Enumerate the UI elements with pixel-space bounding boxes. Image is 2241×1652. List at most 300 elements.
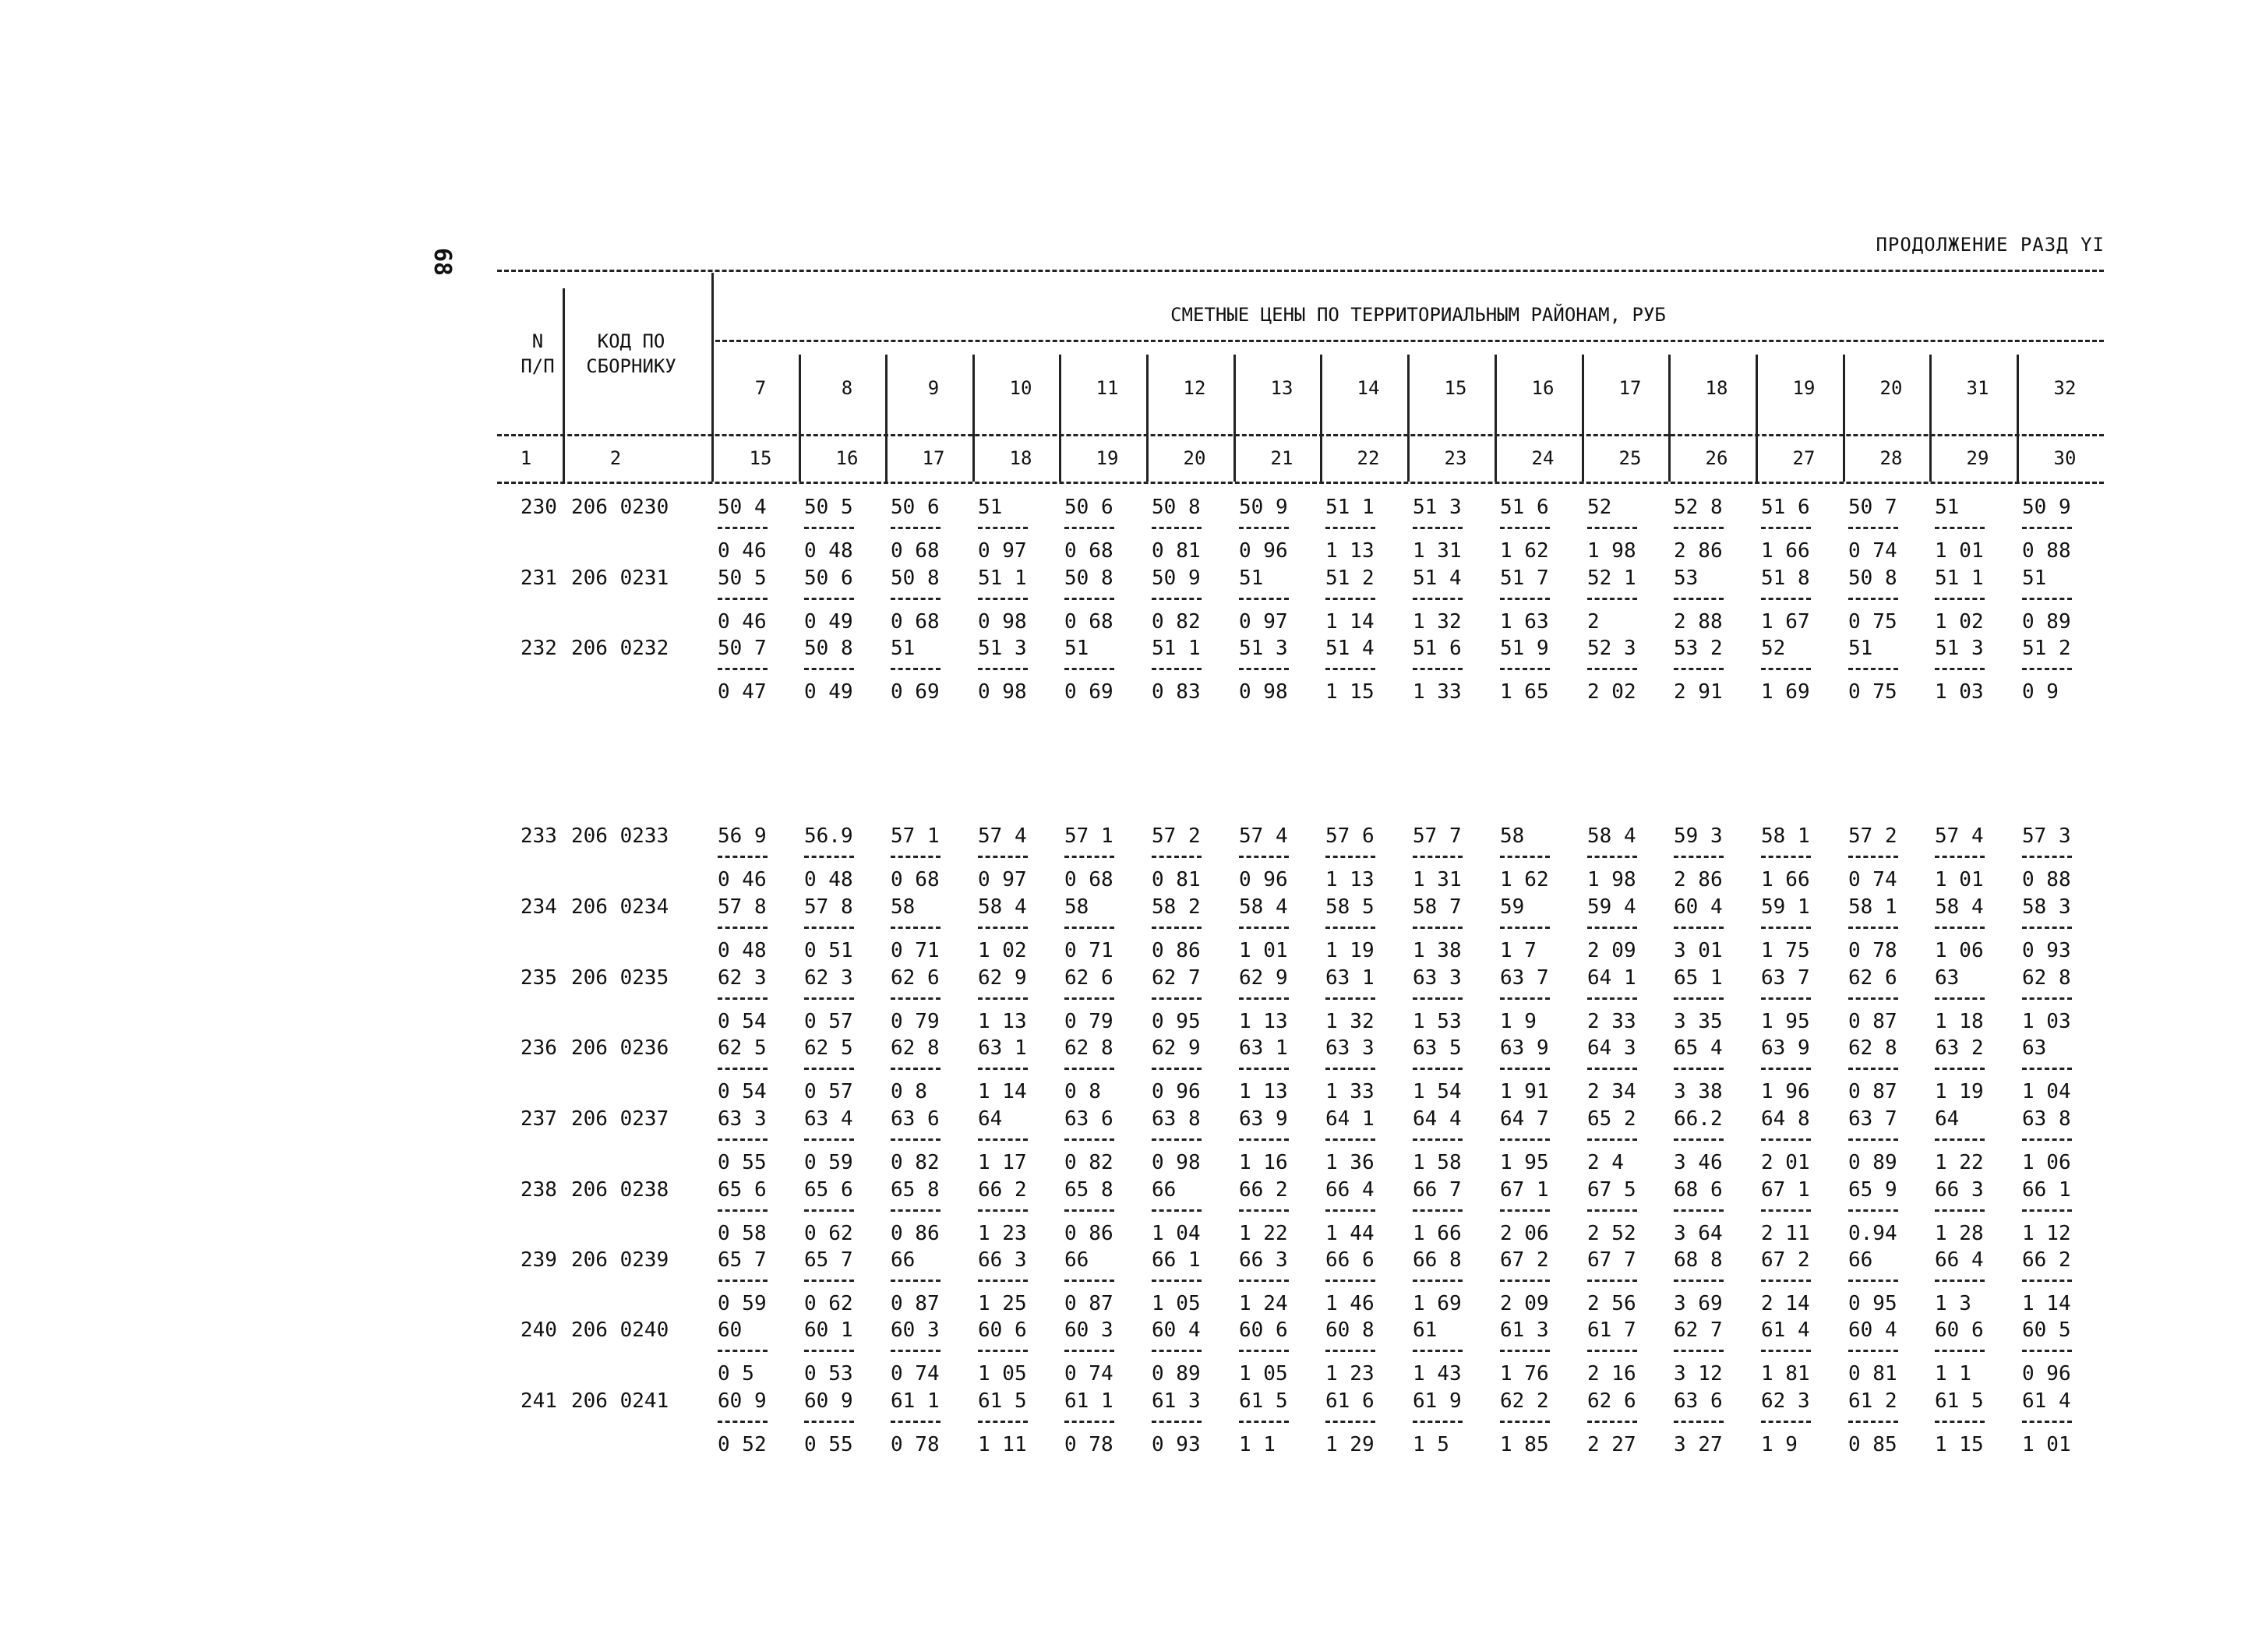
fraction-line	[978, 856, 1028, 858]
fraction-line	[1674, 1280, 1724, 1282]
price-component: 1 03	[1935, 680, 1984, 704]
header-separator	[711, 273, 714, 482]
price-component: 0 9	[2022, 680, 2059, 704]
price-component: 2 16	[1587, 1362, 1636, 1385]
price-component: 0 82	[1064, 1151, 1113, 1174]
price-component: 0 89	[1848, 1151, 1897, 1174]
fraction-line	[1935, 1209, 1985, 1212]
fraction-line	[718, 1209, 768, 1212]
price-value: 66 6	[1325, 1248, 1375, 1272]
price-component: 2 56	[1587, 1292, 1636, 1315]
price-value: 51	[978, 496, 1003, 519]
price-component: 1 85	[1500, 1433, 1549, 1456]
column-number: 1	[520, 447, 532, 469]
price-value: 60 3	[1064, 1318, 1113, 1342]
price-value: 56 9	[718, 824, 767, 848]
price-component: 1 13	[978, 1010, 1027, 1033]
price-component: 0 75	[1848, 610, 1897, 634]
row-code: 206 0240	[571, 1318, 669, 1342]
price-value: 61 9	[1413, 1389, 1462, 1413]
fraction-line	[804, 1421, 854, 1423]
price-value: 61 7	[1587, 1318, 1636, 1342]
fraction-line	[891, 856, 941, 858]
fraction-line	[1064, 1068, 1114, 1070]
price-component: 1 66	[1413, 1222, 1462, 1245]
price-value: 60 5	[2022, 1318, 2071, 1342]
row-number: 230	[521, 496, 557, 519]
price-component: 1 19	[1935, 1080, 1984, 1103]
region-number: 9	[927, 377, 940, 399]
price-component: 3 38	[1674, 1080, 1723, 1103]
fraction-line	[1587, 927, 1637, 929]
price-value: 61 1	[1064, 1389, 1113, 1413]
price-component: 0 74	[891, 1362, 940, 1385]
price-component: 0 97	[978, 539, 1027, 563]
price-component: 0 81	[1152, 539, 1201, 563]
fraction-line	[891, 1138, 941, 1141]
fraction-line	[718, 668, 768, 670]
price-component: 1 62	[1500, 539, 1549, 563]
fraction-line	[1064, 1280, 1114, 1282]
fraction-line	[1239, 1068, 1289, 1070]
price-component: 1 13	[1325, 868, 1375, 891]
price-value: 50 6	[891, 496, 940, 519]
page-number: 68	[429, 248, 456, 277]
price-value: 57 1	[1064, 824, 1113, 848]
region-number: 8	[841, 377, 853, 399]
price-value: 68 8	[1674, 1248, 1723, 1272]
row-code: 206 0235	[571, 966, 669, 990]
header-separator	[799, 355, 801, 482]
price-component: 0 58	[718, 1222, 767, 1245]
row-code: 206 0237	[571, 1107, 669, 1131]
price-value: 64 4	[1413, 1107, 1462, 1131]
price-component: 1 22	[1935, 1151, 1984, 1174]
price-value: 66 3	[978, 1248, 1027, 1272]
price-value: 63 7	[1500, 966, 1549, 990]
price-component: 1 04	[2022, 1080, 2071, 1103]
row-number: 233	[521, 824, 557, 848]
price-value: 53	[1674, 567, 1699, 590]
price-component: 1 9	[1761, 1433, 1798, 1456]
fraction-line	[2022, 527, 2072, 529]
fraction-line	[2022, 1209, 2072, 1212]
fraction-line	[1761, 527, 1811, 529]
price-component: 1 03	[2022, 1010, 2071, 1033]
price-component: 1 38	[1413, 939, 1462, 962]
column-number: 25	[1618, 447, 1642, 469]
row-code: 206 0233	[571, 824, 669, 848]
price-component: 0 88	[2022, 539, 2071, 563]
fraction-line	[1500, 1138, 1550, 1141]
price-component: 0 8	[891, 1080, 927, 1103]
fraction-line	[1325, 1350, 1375, 1352]
price-value: 56.9	[804, 824, 853, 848]
header-separator	[1843, 355, 1845, 482]
row-code: 206 0236	[571, 1036, 669, 1060]
fraction-line	[1152, 1209, 1202, 1212]
price-component: 1 65	[1500, 680, 1549, 704]
price-value: 64 1	[1325, 1107, 1375, 1131]
fraction-line	[804, 1068, 854, 1070]
price-component: 0 95	[1848, 1292, 1897, 1315]
row-code: 206 0238	[571, 1178, 669, 1202]
price-value: 51 1	[1152, 637, 1201, 660]
price-component: 2 34	[1587, 1080, 1636, 1103]
price-value: 59 1	[1761, 895, 1810, 919]
price-component: 0 8	[1064, 1080, 1101, 1103]
price-value: 65 8	[1064, 1178, 1113, 1202]
region-number: 16	[1531, 377, 1555, 399]
price-component: 0 86	[891, 1222, 940, 1245]
fraction-line	[1587, 1280, 1637, 1282]
price-component: 1 14	[1325, 610, 1375, 634]
price-value: 66 2	[2022, 1248, 2071, 1272]
price-value: 51	[1935, 496, 1960, 519]
fraction-line	[1152, 527, 1202, 529]
price-value: 66 7	[1413, 1178, 1462, 1202]
price-component: 1 01	[1239, 939, 1288, 962]
fraction-line	[1325, 1280, 1375, 1282]
fraction-line	[1674, 856, 1724, 858]
price-component: 1 66	[1761, 868, 1810, 891]
fraction-line	[1064, 1209, 1114, 1212]
fraction-line	[978, 668, 1028, 670]
fraction-line	[1413, 856, 1463, 858]
fraction-line	[1848, 1421, 1898, 1423]
fraction-line	[1587, 598, 1637, 600]
fraction-line	[1152, 856, 1202, 858]
price-component: 0 78	[1848, 939, 1897, 962]
fraction-line	[1152, 997, 1202, 1000]
price-component: 1 17	[978, 1151, 1027, 1174]
price-value: 63 6	[891, 1107, 940, 1131]
fraction-line	[1848, 1209, 1898, 1212]
price-value: 57 4	[978, 824, 1027, 848]
price-component: 0 46	[718, 539, 767, 563]
fraction-line	[1239, 997, 1289, 1000]
fraction-line	[2022, 1068, 2072, 1070]
fraction-line	[2022, 598, 2072, 600]
price-component: 2 02	[1587, 680, 1636, 704]
price-component: 0 51	[804, 939, 853, 962]
price-value: 57 2	[1848, 824, 1897, 848]
price-component: 0 96	[1152, 1080, 1201, 1103]
fraction-line	[891, 1280, 941, 1282]
column-number: 24	[1531, 447, 1555, 469]
fraction-line	[1935, 1421, 1985, 1423]
header-separator	[1756, 355, 1758, 482]
fraction-line	[1761, 1138, 1811, 1141]
fraction-line	[1325, 1068, 1375, 1070]
price-component: 1 24	[1239, 1292, 1288, 1315]
price-component: 0 87	[1848, 1010, 1897, 1033]
fraction-line	[1935, 1350, 1985, 1352]
price-component: 1 01	[1935, 539, 1984, 563]
fraction-line	[1239, 927, 1289, 929]
price-component: 1 32	[1413, 610, 1462, 634]
fraction-line	[804, 997, 854, 1000]
price-component: 1 44	[1325, 1222, 1375, 1245]
fraction-line	[1152, 927, 1202, 929]
price-value: 61 5	[1935, 1389, 1984, 1413]
fraction-line	[978, 927, 1028, 929]
price-component: 1 01	[2022, 1433, 2071, 1456]
fraction-line	[1848, 1350, 1898, 1352]
row-number: 232	[521, 637, 557, 660]
fraction-line	[718, 598, 768, 600]
fraction-line	[1848, 1138, 1898, 1141]
price-value: 51	[1239, 567, 1264, 590]
fraction-line	[1674, 1138, 1724, 1141]
price-value: 63 1	[1239, 1036, 1288, 1060]
price-value: 61 3	[1500, 1318, 1549, 1342]
price-component: 0 62	[804, 1222, 853, 1245]
fraction-line	[1064, 1138, 1114, 1141]
price-component: 0 57	[804, 1080, 853, 1103]
price-component: 1 14	[2022, 1292, 2071, 1315]
price-component: 2 09	[1500, 1292, 1549, 1315]
row-number: 239	[521, 1248, 557, 1272]
price-value: 51 6	[1500, 496, 1549, 519]
price-value: 63 4	[804, 1107, 853, 1131]
price-component: 1 36	[1325, 1151, 1375, 1174]
price-value: 62 7	[1674, 1318, 1723, 1342]
price-value: 65 2	[1587, 1107, 1636, 1131]
price-value: 60 9	[804, 1389, 853, 1413]
price-value: 63 9	[1500, 1036, 1549, 1060]
fraction-line	[1935, 1280, 1985, 1282]
price-value: 60 4	[1674, 895, 1723, 919]
fraction-line	[1674, 997, 1724, 1000]
fraction-line	[978, 598, 1028, 600]
price-component: 0 87	[1064, 1292, 1113, 1315]
price-value: 65 6	[718, 1178, 767, 1202]
row-number: 231	[521, 567, 557, 590]
price-component: 1 33	[1413, 680, 1462, 704]
price-value: 65 6	[804, 1178, 853, 1202]
fraction-line	[1413, 1138, 1463, 1141]
region-number: 7	[754, 377, 767, 399]
fraction-line	[1848, 1280, 1898, 1282]
price-value: 61	[1413, 1318, 1438, 1342]
price-value: 63 8	[1152, 1107, 1201, 1131]
price-value: 51 2	[2022, 637, 2071, 660]
price-component: 1 01	[1935, 868, 1984, 891]
price-value: 50 6	[1064, 496, 1113, 519]
price-value: 66 1	[2022, 1178, 2071, 1202]
price-value: 66	[1152, 1178, 1177, 1202]
price-component: 0 68	[1064, 868, 1113, 891]
price-component: 0 74	[1848, 539, 1897, 563]
price-component: 0 54	[718, 1080, 767, 1103]
column-number: 26	[1705, 447, 1728, 469]
price-value: 51 1	[1325, 496, 1375, 519]
column-number: 22	[1357, 447, 1380, 469]
price-value: 60 8	[1325, 1318, 1375, 1342]
price-component: 1 31	[1413, 539, 1462, 563]
fraction-line	[1761, 927, 1811, 929]
column-number: 27	[1792, 447, 1816, 469]
fraction-line	[1325, 927, 1375, 929]
price-value: 50 6	[804, 567, 853, 590]
price-value: 58 3	[2022, 895, 2071, 919]
column-number: 16	[835, 447, 859, 469]
fraction-line	[891, 927, 941, 929]
price-value: 58 1	[1848, 895, 1897, 919]
fraction-line	[1935, 927, 1985, 929]
fraction-line	[2022, 856, 2072, 858]
price-component: 1 5	[1413, 1433, 1449, 1456]
price-value: 67 1	[1500, 1178, 1549, 1202]
fraction-line	[1239, 1138, 1289, 1141]
price-value: 63 6	[1064, 1107, 1113, 1131]
price-component: 0 79	[891, 1010, 940, 1033]
price-value: 61 4	[2022, 1389, 2071, 1413]
fraction-line	[1152, 598, 1202, 600]
price-value: 61 2	[1848, 1389, 1897, 1413]
row-number: 234	[521, 895, 557, 919]
fraction-line	[1500, 1350, 1550, 1352]
price-component: 0 54	[718, 1010, 767, 1033]
fraction-line	[1064, 927, 1114, 929]
header-code: КОД ПО СБОРНИКУ	[586, 330, 676, 377]
fraction-line	[1761, 668, 1811, 670]
price-component: 0 97	[978, 868, 1027, 891]
fraction-line	[1935, 856, 1985, 858]
price-value: 63 7	[1761, 966, 1810, 990]
fraction-line	[1674, 1350, 1724, 1352]
fraction-line	[1413, 1209, 1463, 1212]
fraction-line	[978, 1068, 1028, 1070]
price-value: 62 6	[891, 966, 940, 990]
price-component: 0 98	[1239, 680, 1288, 704]
price-value: 64	[978, 1107, 1003, 1131]
price-component: 0 96	[1239, 539, 1288, 563]
fraction-line	[1674, 668, 1724, 670]
price-value: 58	[891, 895, 916, 919]
price-component: 2 01	[1761, 1151, 1810, 1174]
price-component: 0 79	[1064, 1010, 1113, 1033]
fraction-line	[1413, 668, 1463, 670]
header-separator	[1668, 355, 1671, 482]
price-component: 1 32	[1325, 1010, 1375, 1033]
price-value: 62 8	[891, 1036, 940, 1060]
price-value: 65 4	[1674, 1036, 1723, 1060]
price-component: 1 1	[1935, 1362, 1971, 1385]
price-value: 65 1	[1674, 966, 1723, 990]
price-value: 51 7	[1500, 567, 1549, 590]
price-component: 3 64	[1674, 1222, 1723, 1245]
fraction-line	[891, 1068, 941, 1070]
fraction-line	[1152, 1068, 1202, 1070]
column-number: 23	[1444, 447, 1467, 469]
fraction-line	[804, 598, 854, 600]
price-component: 0 55	[804, 1433, 853, 1456]
price-value: 62 8	[2022, 966, 2071, 990]
fraction-line	[1674, 1209, 1724, 1212]
price-component: 0 96	[2022, 1362, 2071, 1385]
price-value: 65 7	[718, 1248, 767, 1272]
price-value: 57 2	[1152, 824, 1201, 848]
price-component: 0 71	[891, 939, 940, 962]
price-value: 61 5	[978, 1389, 1027, 1413]
fraction-line	[1500, 997, 1550, 1000]
row-number: 235	[521, 966, 557, 990]
price-value: 63 3	[1413, 966, 1462, 990]
header-rule-mid	[715, 340, 2104, 342]
price-value: 58 4	[1239, 895, 1288, 919]
price-value: 50 7	[1848, 496, 1897, 519]
fraction-line	[804, 927, 854, 929]
price-value: 51 4	[1325, 637, 1375, 660]
price-value: 51	[891, 637, 916, 660]
header-rule-top	[497, 270, 2104, 272]
price-component: 1 58	[1413, 1151, 1462, 1174]
price-value: 51	[2022, 567, 2047, 590]
fraction-line	[718, 1068, 768, 1070]
fraction-line	[1239, 856, 1289, 858]
fraction-line	[891, 668, 941, 670]
price-value: 64	[1935, 1107, 1960, 1131]
price-component: 0 68	[1064, 610, 1113, 634]
price-component: 0 55	[718, 1151, 767, 1174]
price-component: 1 46	[1325, 1292, 1375, 1315]
price-value: 68 6	[1674, 1178, 1723, 1202]
fraction-line	[1413, 927, 1463, 929]
region-number: 13	[1270, 377, 1293, 399]
fraction-line	[1935, 598, 1985, 600]
fraction-line	[891, 527, 941, 529]
price-value: 63 2	[1935, 1036, 1984, 1060]
price-component: 1 13	[1239, 1080, 1288, 1103]
fraction-line	[1064, 1350, 1114, 1352]
fraction-line	[1674, 1421, 1724, 1423]
price-component: 1 7	[1500, 939, 1537, 962]
price-value: 52 3	[1587, 637, 1636, 660]
price-value: 57 4	[1239, 824, 1288, 848]
fraction-line	[1413, 598, 1463, 600]
price-value: 60 4	[1152, 1318, 1201, 1342]
fraction-line	[1935, 668, 1985, 670]
fraction-line	[1587, 1421, 1637, 1423]
price-component: 1 22	[1239, 1222, 1288, 1245]
price-component: 1 06	[2022, 1151, 2071, 1174]
price-value: 58 4	[1935, 895, 1984, 919]
price-component: 0 69	[891, 680, 940, 704]
fraction-line	[1587, 1068, 1637, 1070]
header-separator	[2017, 355, 2019, 482]
column-number: 28	[1879, 447, 1903, 469]
price-component: 1 54	[1413, 1080, 1462, 1103]
price-component: 0 53	[804, 1362, 853, 1385]
fraction-line	[2022, 1138, 2072, 1141]
price-value: 51 3	[978, 637, 1027, 660]
fraction-line	[804, 856, 854, 858]
fraction-line	[1413, 1068, 1463, 1070]
price-component: 0 68	[891, 610, 940, 634]
price-component: 0 74	[1848, 868, 1897, 891]
price-component: 0 78	[1064, 1433, 1113, 1456]
fraction-line	[1761, 997, 1811, 1000]
price-value: 67 2	[1500, 1248, 1549, 1272]
fraction-line	[1848, 598, 1898, 600]
price-value: 51	[1064, 637, 1089, 660]
column-number: 20	[1183, 447, 1206, 469]
continuation-title: ПРОДОЛЖЕНИЕ РАЗД YI	[1876, 234, 2105, 256]
price-component: 1 98	[1587, 868, 1636, 891]
region-number: 12	[1183, 377, 1206, 399]
